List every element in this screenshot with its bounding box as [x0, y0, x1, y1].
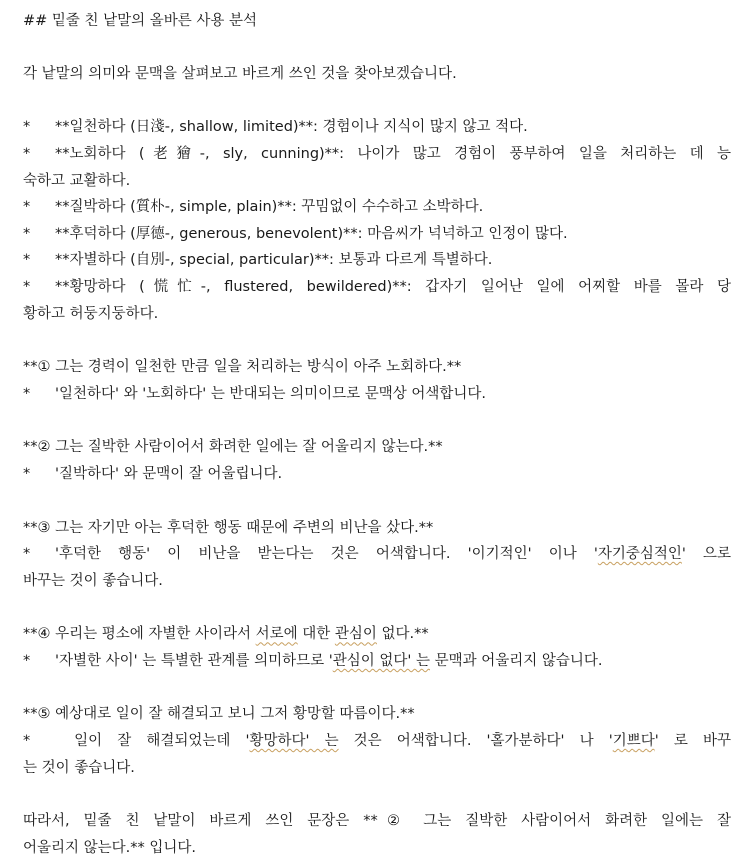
analysis-content: '자별한 사이' 는 특별한 관계를 의미하므로 ' — [55, 652, 333, 669]
bullet-mark: * — [23, 252, 31, 269]
spacer — [23, 674, 731, 701]
definition-text: **자별하다 (自別-, special, particular)**: 보통과 다르게 특별하다. — [55, 252, 493, 269]
definition-list — [23, 114, 731, 327]
definition-item — [23, 141, 731, 168]
definition-text: **후덕하다 (厚德-, generous, benevolent)**: 마음씨가 넉넉하고 인정이 많다. — [55, 225, 568, 242]
bullet-mark: * — [23, 199, 31, 216]
analysis-item-2 — [23, 434, 731, 487]
bullet-mark: * — [23, 278, 31, 295]
intro-paragraph: 각 낱말의 의미와 문맥을 살펴보고 바르게 쓰인 것을 찾아보겠습니다. — [23, 66, 457, 83]
spellcheck-underlined-word: 기쁘다 — [612, 733, 655, 750]
analysis-text — [23, 381, 731, 408]
example-sentence: **⑤ 예상대로 일이 잘 해결되고 보니 그저 황망할 따름이다.** — [23, 706, 415, 723]
analysis-text — [23, 648, 731, 675]
definition-text: **황망하다 (慌忙-, flustered, bewildered)**: 갑자기 일어난 일에 어찌할 바를 몰라 당 — [55, 278, 731, 295]
definition-continuation: 숙하고 교활하다. — [23, 172, 131, 189]
analysis-text — [23, 461, 731, 488]
analysis-item-1 — [23, 354, 731, 407]
analysis-continuation: 바꾸는 것이 좋습니다. — [23, 572, 163, 589]
example-sentence: **② 그는 질박한 사람이어서 화려한 일에는 잘 어울리지 않는다.** — [23, 439, 443, 456]
definition-item — [23, 274, 731, 301]
analysis-content: 일이 잘 해결되었는데 ' — [59, 733, 250, 750]
spellcheck-underlined-word: 서로에 — [255, 626, 298, 643]
spacer — [23, 327, 731, 354]
sentence-part: 없다.** — [376, 626, 429, 643]
spacer — [23, 781, 731, 808]
definition-item — [23, 194, 731, 221]
analysis-content: 문맥과 어울리지 않습니다. — [429, 652, 603, 669]
sentence-part: **④ 우리는 평소에 자별한 사이라서 — [23, 626, 256, 643]
analysis-content: '질박하다' 와 문맥이 잘 어울립니다. — [55, 465, 283, 482]
example-sentence: **① 그는 경력이 일천한 만큼 일을 처리하는 방식이 아주 노회하다.** — [23, 359, 462, 376]
analysis-item-5 — [23, 701, 731, 781]
definition-item — [23, 114, 731, 141]
spellcheck-underlined-word: 관심이 — [334, 626, 377, 643]
analysis-content: 것은 어색합니다. '홀가분하다' 나 ' — [338, 733, 613, 750]
bullet-mark: * — [23, 385, 31, 402]
spellcheck-underlined-word: 황망하다' 는 — [249, 733, 339, 750]
bullet-mark: * — [23, 733, 31, 750]
example-sentence: **③ 그는 자기만 아는 후덕한 행동 때문에 주변의 비난을 샀다.** — [23, 519, 434, 536]
definition-continuation: 황하고 허둥지둥하다. — [23, 305, 159, 322]
analysis-text — [23, 728, 731, 755]
analysis-content: ' 로 바꾸 — [654, 733, 731, 750]
spacer — [23, 88, 731, 115]
definition-item — [23, 221, 731, 248]
definition-text: **질박하다 (質朴-, simple, plain)**: 꾸밈없이 수수하고 소박하다. — [55, 199, 484, 216]
analysis-item-4 — [23, 621, 731, 674]
example-sentence — [23, 621, 731, 648]
analysis-content: '일천하다' 와 '노회하다' 는 반대되는 의미이므로 문맥상 어색합니다. — [55, 385, 487, 402]
bullet-mark: * — [23, 546, 31, 563]
document-page — [23, 8, 731, 861]
spellcheck-underlined-word: 관심이 없다' 는 — [332, 652, 430, 669]
definition-text: **일천하다 (日淺-, shallow, limited)**: 경험이나 지식이 많지 않고 적다. — [55, 119, 528, 136]
spacer — [23, 35, 731, 62]
bullet-mark: * — [23, 465, 31, 482]
analysis-content: ' 으로 — [681, 546, 731, 563]
bullet-mark: * — [23, 145, 31, 162]
sentence-part: 대한 — [297, 626, 335, 643]
spellcheck-underlined-word: 자기중심적인 — [597, 546, 682, 563]
spacer — [23, 488, 731, 515]
conclusion-line: 따라서, 밑줄 친 낱말이 바르게 쓰인 문장은 **② 그는 질박한 사람이어서 화려한 일에는 잘 — [23, 813, 731, 830]
analysis-item-3 — [23, 515, 731, 595]
analysis-text — [23, 541, 731, 568]
spacer — [23, 594, 731, 621]
analysis-content: '후덕한 행동' 이 비난을 받는다는 것은 어색합니다. '이기적인' 이나 ' — [55, 546, 598, 563]
conclusion-line: 어울리지 않는다.** 입니다. — [23, 839, 197, 856]
bullet-mark: * — [23, 652, 31, 669]
document-heading: ## 밑줄 친 낱말의 올바른 사용 분석 — [23, 13, 258, 29]
definition-item — [23, 247, 731, 274]
spacer — [23, 407, 731, 434]
bullet-mark: * — [23, 225, 31, 242]
definition-text: **노회하다 (老獪-, sly, cunning)**: 나이가 많고 경험이 풍부하여 일을 처리하는 데 능 — [55, 145, 731, 162]
conclusion-paragraph — [23, 808, 731, 861]
bullet-mark: * — [23, 119, 31, 136]
analysis-continuation: 는 것이 좋습니다. — [23, 759, 135, 776]
